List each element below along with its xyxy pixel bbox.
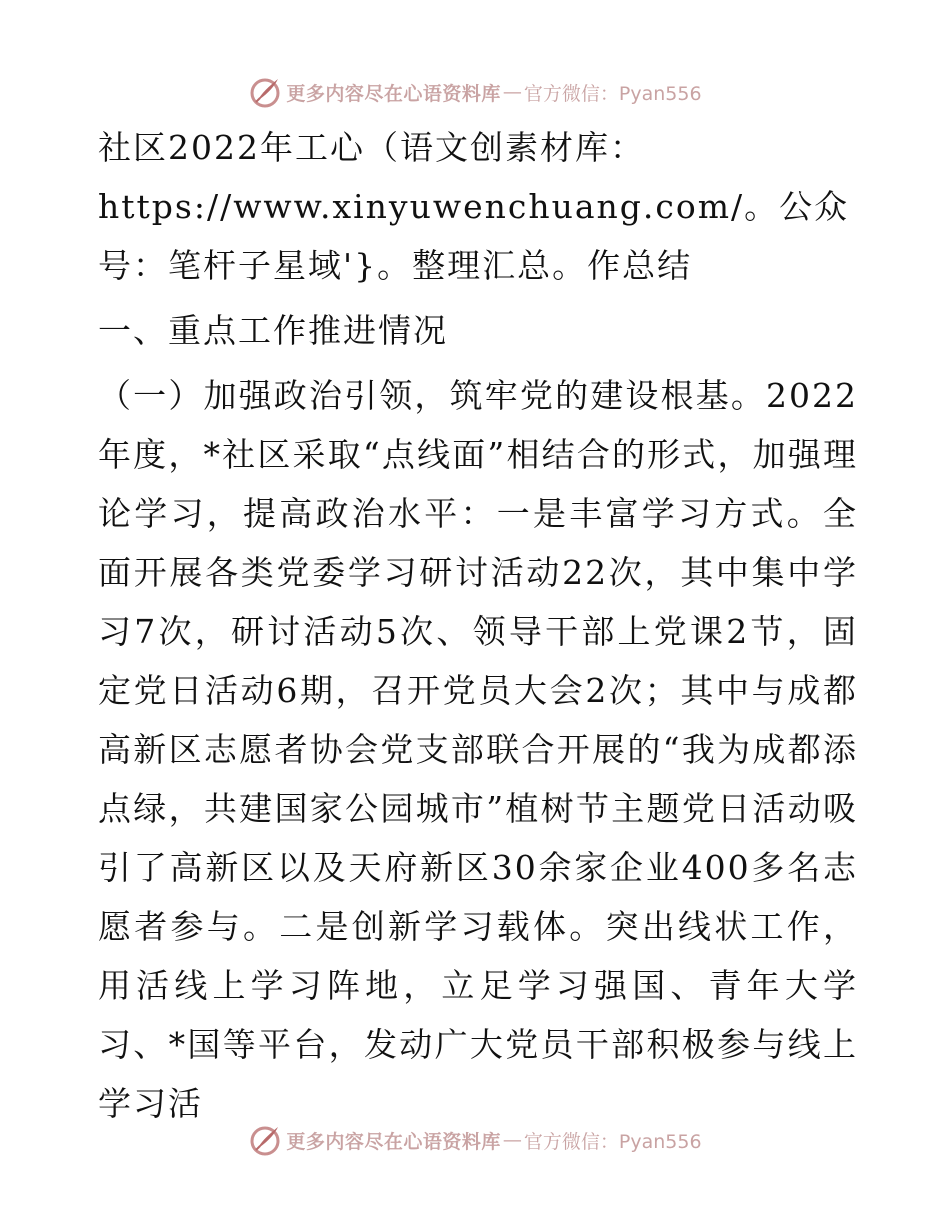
section-heading: 一、重点工作推进情况 — [98, 311, 448, 350]
watermark-text: 更多内容尽在心语资料库 — [286, 82, 501, 105]
document-body — [98, 118, 858, 1133]
quill-logo-icon — [248, 1123, 282, 1157]
watermark-text: 更多内容尽在心语资料库 — [286, 1130, 501, 1153]
watermark-contact: 官方微信：Pyan556 — [523, 82, 702, 105]
watermark-separator: — — [502, 1129, 522, 1151]
watermark-banner-top — [0, 72, 950, 112]
body-paragraph: （一）加强政治引领，筑牢党的建设根基。2022年度，*社区采取“点线面”相结合的形式，加强理论学习，提高政治水平：一是丰富学习方式。全面开展各类党委学习研讨活动22次，其中集中学习7次，研讨活动5次、领导干部上党课2节，固定党日活动6期，召开党员大会2次；其中与成都高新区志愿者协会党支部联合开展的“我为成都添点绿，共建国家公园城市”植树节主题党日活动吸引了高新区以及天府新区30余家企业400多名志愿者参与。二是创新学习载体。突出线状工作，用活线上学习阵地，立足学习强国、青年大学习、*国等平台，发动广大党员干部积极参与线上学习活 — [98, 376, 858, 1123]
watermark-separator: — — [502, 81, 522, 103]
quill-logo-icon — [248, 75, 282, 109]
document-title: 社区2022年工心（语文创素材库：https://www.xinyuwenchuang.com/。公众号：笔杆子星域'}。整理汇总。作总结 — [98, 128, 850, 285]
watermark-banner-bottom — [0, 1120, 950, 1160]
watermark-contact: 官方微信：Pyan556 — [523, 1130, 702, 1153]
